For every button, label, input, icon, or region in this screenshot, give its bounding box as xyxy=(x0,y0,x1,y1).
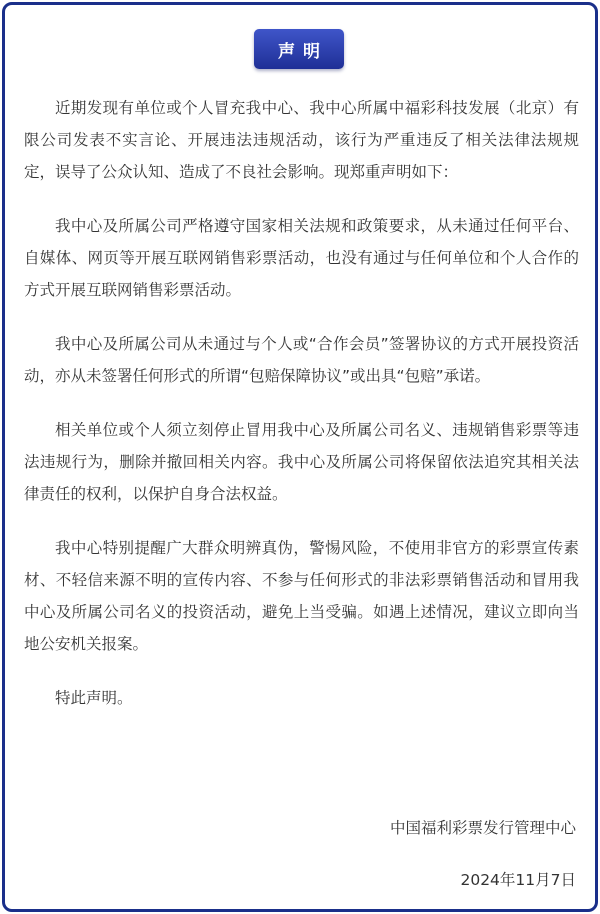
paragraph-cease-demand: 相关单位或个人须立刻停止冒用我中心及所属公司名义、违规销售彩票等违法违规行为，删除并撤回相关内容。我中心及所属公司将保留依法追究其相关法律责任的权利，以保护自身合法权益。 xyxy=(24,421,579,503)
paragraph-intro: 近期发现有单位或个人冒充我中心、我中心所属中福彩科技发展（北京）有限公司发表不实言论、开展违法违规活动，该行为严重违反了相关法律法规规定，误导了公众认知、造成了不良社会影响。现郑重声明如下： xyxy=(24,99,579,181)
paragraph-closing: 特此声明。 xyxy=(55,689,133,707)
paragraph-no-investment: 我中心及所属公司从未通过与个人或“合作会员”签署协议的方式开展投资活动，亦从未签署任何形式的所谓“包赔保障协议”或出具“包赔”承诺。 xyxy=(24,335,579,385)
statement-body xyxy=(24,92,579,714)
signature-organization: 中国福利彩票发行管理中心 xyxy=(389,819,576,837)
paragraph-no-online-sales: 我中心及所属公司严格遵守国家相关法规和政策要求，从未通过任何平台、自媒体、网页等开展互联网销售彩票活动，也没有通过与任何单位和个人合作的方式开展互联网销售彩票活动。 xyxy=(24,217,579,299)
signature-date: 2024年11月7日 xyxy=(460,871,576,889)
page-title: 声明 xyxy=(278,41,328,62)
title-badge xyxy=(254,29,344,69)
paragraph-public-reminder: 我中心特别提醒广大群众明辨真伪，警惕风险，不使用非官方的彩票宣传素材、不轻信来源不明的宣传内容、不参与任何形式的非法彩票销售活动和冒用我中心及所属公司名义的投资活动，避免上当受骗。如遇上述情况，建议立即向当地公安机关报案。 xyxy=(24,539,579,653)
signature-block xyxy=(390,812,576,896)
